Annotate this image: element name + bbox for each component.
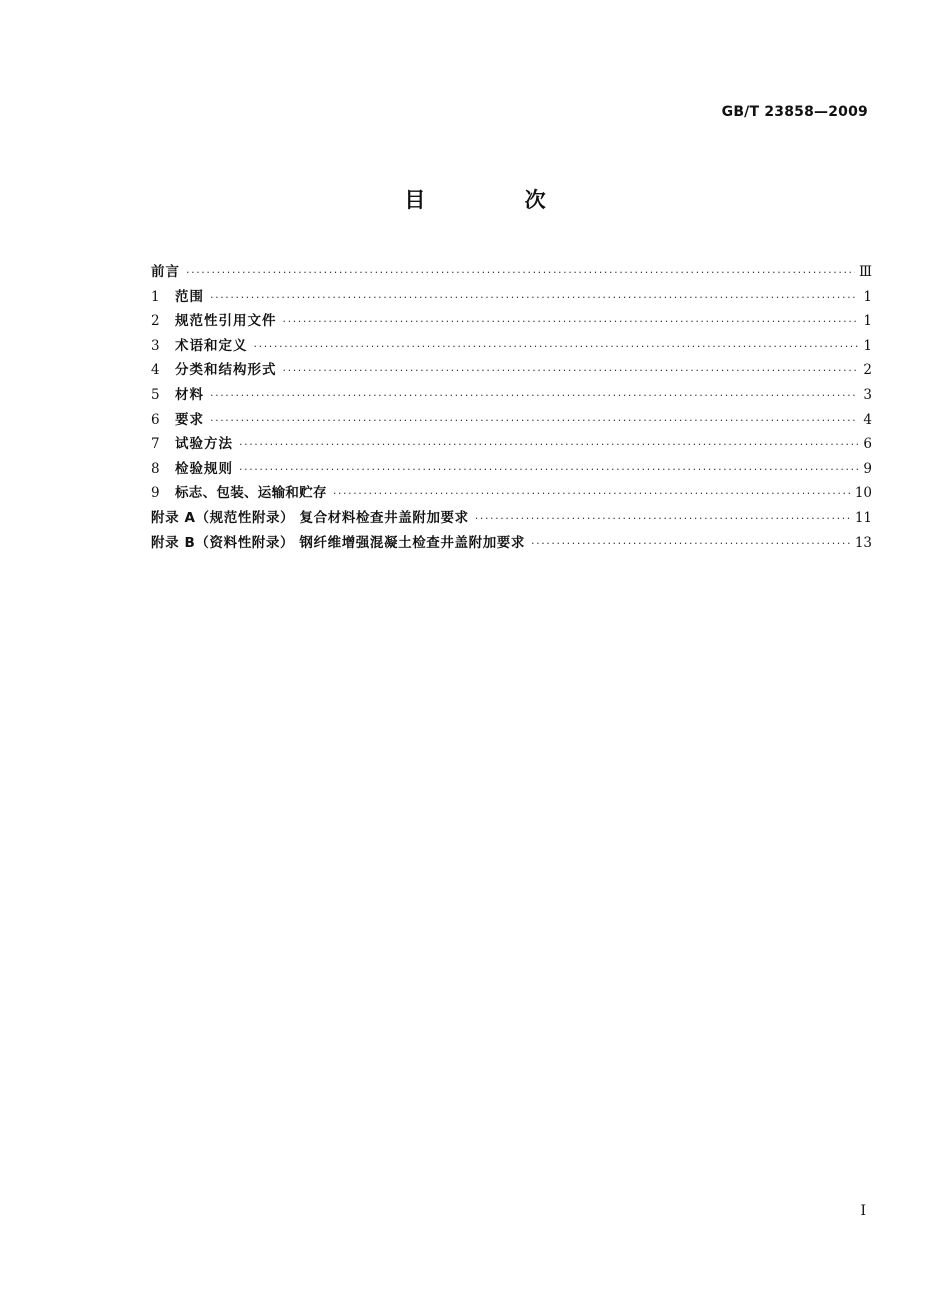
toc-entry-number: 4 [151, 362, 160, 379]
table-of-contents [151, 260, 872, 555]
toc-entry-number: 1 [151, 288, 160, 305]
toc-entry-1[interactable] [151, 285, 872, 310]
toc-entry-3[interactable] [151, 334, 872, 359]
toc-leader [283, 315, 859, 328]
toc-entry-label: 材料 [175, 386, 204, 403]
toc-entry-page: 1 [863, 337, 872, 354]
toc-leader [531, 537, 851, 550]
toc-entry-9[interactable] [151, 481, 872, 506]
page-number: I [860, 1203, 866, 1219]
toc-entry-label: 试验方法 [175, 436, 233, 453]
toc-entry-page: 13 [854, 534, 872, 551]
toc-entry-7[interactable] [151, 432, 872, 457]
toc-entry-label: 范围 [175, 288, 204, 305]
toc-leader [239, 463, 858, 476]
toc-leader [333, 487, 851, 500]
toc-leader [210, 291, 858, 304]
toc-entry-2[interactable] [151, 309, 872, 334]
toc-entry-label: 标志、包装、运输和贮存 [175, 485, 327, 502]
toc-entry-page: 10 [854, 485, 872, 502]
toc-entry-label: 附录 B（资料性附录） 钢纤维增强混凝土检查井盖附加要求 [151, 534, 525, 551]
toc-entry-label: 检验规则 [175, 460, 233, 477]
toc-entry-6[interactable] [151, 408, 872, 433]
toc-leader [186, 266, 855, 279]
toc-entry-label: 前言 [151, 264, 180, 280]
toc-entry-label: 术语和定义 [175, 337, 248, 354]
toc-leader [283, 364, 859, 377]
toc-entry-number: 8 [151, 460, 160, 477]
toc-entry-8[interactable] [151, 457, 872, 482]
toc-entry-number: 3 [151, 337, 160, 354]
toc-entry-number: 5 [151, 386, 160, 403]
toc-leader [254, 340, 859, 353]
toc-entry-annex-a[interactable] [151, 506, 872, 531]
toc-leader [239, 438, 858, 451]
toc-entry-page: 9 [863, 460, 872, 477]
toc-entry-page: 11 [854, 509, 872, 526]
toc-entry-number: 9 [151, 485, 160, 502]
toc-entry-page: 2 [863, 362, 872, 379]
toc-entry-label: 分类和结构形式 [175, 362, 277, 379]
toc-entry-4[interactable] [151, 358, 872, 383]
toc-entry-5[interactable] [151, 383, 872, 408]
toc-entry-page: 1 [863, 313, 872, 330]
toc-entry-label: 附录 A（规范性附录） 复合材料检查井盖附加要求 [151, 509, 469, 526]
toc-leader [210, 389, 858, 402]
toc-entry-number: 6 [151, 411, 160, 428]
toc-entry-number: 2 [151, 313, 160, 330]
toc-entry-page: 4 [863, 411, 872, 428]
toc-entry-label: 要求 [175, 411, 204, 428]
toc-leader [475, 512, 851, 525]
toc-entry-foreword[interactable] [151, 260, 872, 285]
toc-entry-page: 6 [863, 436, 872, 453]
page-title: 目 次 [404, 188, 592, 212]
toc-entry-page: 1 [863, 288, 872, 305]
toc-leader [210, 414, 858, 427]
toc-entry-label: 规范性引用文件 [175, 313, 277, 330]
toc-entry-page: 3 [863, 386, 872, 403]
standard-number: GB/T 23858—2009 [721, 104, 868, 120]
toc-entry-number: 7 [151, 436, 160, 453]
toc-entry-page: Ⅲ [858, 264, 872, 280]
toc-entry-annex-b[interactable] [151, 531, 872, 556]
